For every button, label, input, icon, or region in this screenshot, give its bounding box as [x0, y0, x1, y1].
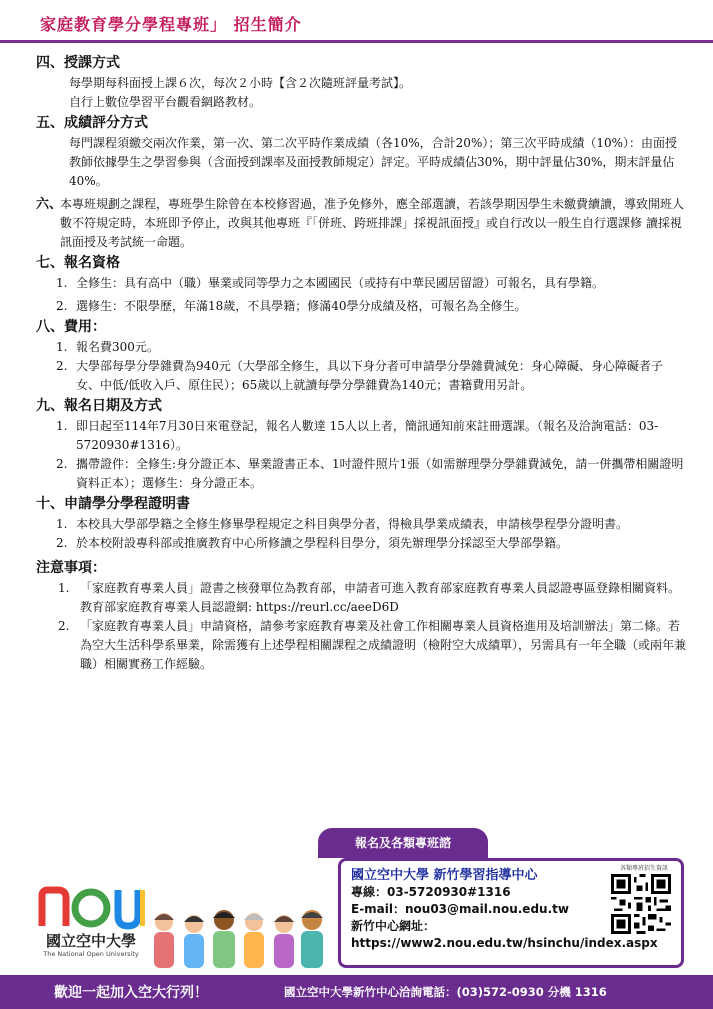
contact-site-label: 新竹中心網址： [351, 919, 436, 933]
item-number: 2. [56, 299, 68, 313]
list-item [36, 515, 686, 534]
paragraph: 每學期每科面授上課６次，每次２小時【含２次隨班評量考試】。 [69, 76, 412, 90]
item-text: 即日起至114年7月30日來電登記，報名人數達 15人以上者，簡訊通知前來註冊選課。（報名及洽詢電話：03-5720930#1316）。 [76, 419, 659, 452]
item-text: 於本校附設專科部或推廣教育中心所修讀之學程科目學分，須先辦理學分採認至大學部學籍。 [76, 536, 569, 550]
item-number: 1. [56, 517, 68, 531]
page-footer [0, 975, 713, 1009]
item-number: 2. [56, 359, 68, 373]
list-item [36, 297, 686, 316]
section-title: 注意事項： [36, 560, 106, 576]
section-fees [36, 316, 686, 395]
paragraph: 本專班規劃之課程，專班學生除曾在本校修習過，准予免修外，應全部選讀，若該學期因學生未繳費續讀，導致開班人數不符規定時，本班即予停止，改與其他專班『「併班、跨班排課」採視訊面授』或自行改以一般生自行選課修 讀採視訊面授及考試統一命題。 [60, 197, 685, 249]
item-text: 全修生：具有高中（職）畢業或同等學力之本國國民（或持有中華民國居留證）可報名，具有學籍。 [76, 276, 605, 290]
qr-code-icon[interactable] [611, 874, 671, 934]
paragraph: 自行上數位學習平台觀看網路教材。 [69, 95, 262, 109]
section-title: 十、申請學分學程證明書 [36, 496, 190, 512]
section-title: 五、成績評分方式 [36, 115, 148, 131]
item-text: 報名費300元。 [76, 340, 159, 354]
item-number: 1. [56, 419, 68, 433]
section-title: 九、報名日期及方式 [36, 398, 162, 414]
person-figure [274, 915, 294, 968]
main-content [36, 52, 686, 674]
item-text: 大學部每學分學雜費為940元（大學部全修生，具以下身分者可申請學分學雜費減免：身心障礙、身心障礙者子女、中低/低收入戶、原住民）；65歲以上就讀每學分學雜費為140元；書籍費用另計。 [76, 359, 663, 392]
list-item [36, 357, 686, 395]
logo-english-name: The National Open University [43, 950, 139, 958]
page-title: 家庭教育學分學程專班」 招生簡介 [40, 15, 302, 34]
section-certificate [36, 493, 686, 553]
item-number: 2. [56, 457, 68, 471]
center-name: 國立空中大學 新竹學習指導中心 [351, 868, 538, 883]
item-number: 1. [56, 340, 68, 354]
section-title: 七、報名資格 [36, 255, 120, 271]
section-registration [36, 395, 686, 493]
section-teaching-method [36, 52, 686, 112]
section-title: 八、費用： [36, 319, 106, 335]
item-text: 「家庭教育專業人員」證書之核發單位為教育部，申請者可進入教育部家庭教育專業人員認證專區登錄相關資料。教育部家庭教育專業人員認證網: https://reurl.cc/aeeD6D [80, 581, 681, 614]
item-number: 1. [58, 581, 70, 595]
footer-phone: 國立空中大學新竹中心洽詢電話：(03)572-0930 分機 1316 [284, 985, 607, 999]
person-figure [213, 910, 235, 968]
person-figure [301, 910, 323, 968]
item-text: 「家庭教育專業人員」申請資格，請參考家庭教育專業及社會工作相關專業人員資格進用及培訓辦法」第二條。若為空大生活科學系畢業，除需獲有上述學程相關課程之成績證明（檢附空大成績單），另需具有一年全職（或兩年兼職）相關實務工作經驗。 [80, 619, 687, 671]
item-text: 選修生：不限學歷，年滿18歲，不具學籍；修滿40學分成績及格，可報名為全修生。 [76, 299, 527, 313]
list-item [36, 274, 686, 293]
person-figure [244, 913, 264, 968]
section-notes [36, 557, 686, 674]
list-item [36, 579, 686, 617]
item-number: 2. [56, 536, 68, 550]
list-item [36, 455, 686, 493]
section-title: 四、授課方式 [36, 55, 120, 71]
nou-logo [36, 886, 146, 966]
footer-slogan: 歡迎一起加入空大行列！ [54, 985, 208, 1001]
qr-caption: 各類專班招生資訊 [619, 865, 668, 872]
nou-logo-mark [36, 886, 146, 930]
section-grading [36, 112, 686, 191]
section-eligibility [36, 252, 686, 316]
section-label: 六、 [36, 197, 63, 212]
list-item [36, 417, 686, 455]
page-header [0, 0, 713, 48]
contact-phone: 專線：03-5720930#1316 [351, 885, 511, 899]
list-item [36, 338, 686, 357]
item-text: 本校具大學部學籍之全修生修畢學程規定之科目與學分者，得檢具學業成績表，申請核學程學分證明書。 [76, 517, 629, 531]
qr-block [611, 863, 677, 938]
contact-email: E-mail：nou03@mail.nou.edu.tw [351, 902, 569, 916]
list-item [36, 617, 686, 674]
logo-chinese-name: 國立空中大學 [45, 932, 136, 950]
people-illustration [150, 900, 330, 972]
list-item [36, 534, 686, 553]
item-number: 2. [58, 619, 70, 633]
contact-box [338, 858, 684, 968]
person-figure [184, 915, 204, 968]
contact-site-url[interactable]: https://www2.nou.edu.tw/hsinchu/index.aspx [351, 936, 658, 950]
header-divider [0, 40, 713, 43]
item-text: 攜帶證件：全修生:身分證正本、畢業證書正本、1吋證件照片1張（如需辦理學分學雜費減免，請一併攜帶相關證明資料正本）；選修生：身分證正本。 [76, 457, 684, 490]
section-program-rules [36, 195, 686, 252]
contact-tab: 報名及各類專班諮 [318, 828, 488, 858]
person-figure [154, 913, 174, 968]
item-number: 1. [56, 276, 68, 290]
paragraph: 每門課程須繳交兩次作業，第一次、第二次平時作業成績（各10%，合計20%）；第三次平時成績（10%）：由面授教師依據學生之學習參與（含面授到課率及面授教師規定）評定。平時成績佔30%，期中評量佔30%，期末評量佔40%。 [69, 136, 678, 188]
